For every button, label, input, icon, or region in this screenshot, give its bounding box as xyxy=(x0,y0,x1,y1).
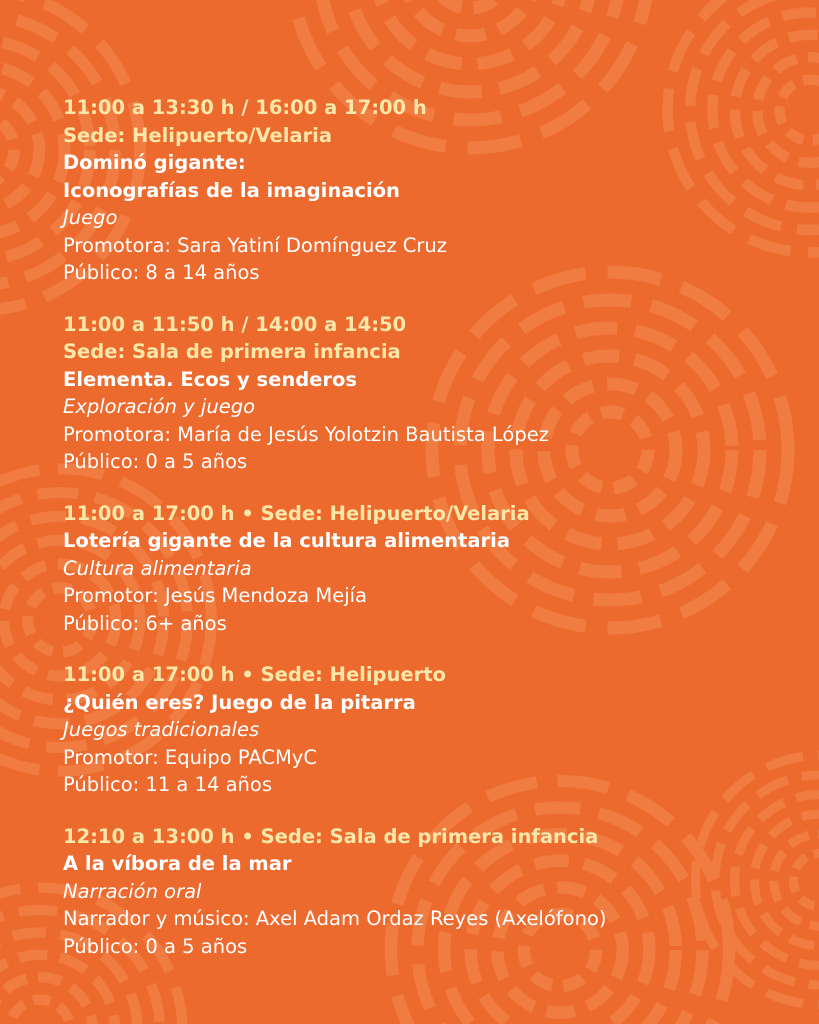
event-promoter: Promotora: Sara Yatiní Domínguez Cruz xyxy=(63,233,447,257)
event-audience: Público: 0 a 5 años xyxy=(63,450,248,473)
event-category: Exploración y juego xyxy=(63,395,256,418)
event-time-venue: 11:00 a 17:00 h • Sede: Helipuerto xyxy=(63,663,446,686)
event-time: 11:00 a 13:30 h / 16:00 a 17:00 h xyxy=(63,96,427,119)
event-item xyxy=(63,94,803,287)
event-venue: Sede: Sala de primera infancia xyxy=(63,340,401,363)
event-audience: Público: 6+ años xyxy=(63,611,227,635)
event-category: Cultura alimentaria xyxy=(63,556,252,580)
event-title: Lotería gigante de la cultura alimentaria xyxy=(63,529,510,552)
event-promoter: Promotora: María de Jesús Yolotzin Bautista López xyxy=(63,422,549,446)
event-item xyxy=(63,823,803,961)
event-promoter: Promotor: Equipo PACMyC xyxy=(63,745,317,769)
event-item xyxy=(63,661,803,799)
event-narrator: Narrador y músico: Axel Adam Ordaz Reyes (Axelófono) xyxy=(63,907,607,930)
event-title: A la víbora de la mar xyxy=(63,852,292,875)
event-audience: Público: 11 a 14 años xyxy=(63,773,272,796)
event-time-venue: 11:00 a 17:00 h • Sede: Helipuerto/Velaria xyxy=(63,501,530,525)
event-title: Elementa. Ecos y senderos xyxy=(63,367,358,391)
event-subtitle: Iconografías de la imaginación xyxy=(63,178,400,202)
event-title: Dominó gigante: xyxy=(63,151,246,174)
event-category: Narración oral xyxy=(63,879,202,903)
event-promoter: Promotor: Jesús Mendoza Mejía xyxy=(63,584,367,607)
event-venue: Sede: Helipuerto/Velaria xyxy=(63,123,333,147)
event-category: Juego xyxy=(63,206,118,229)
event-item xyxy=(63,500,803,638)
event-title: ¿Quién eres? Juego de la pitarra xyxy=(63,690,416,714)
event-audience: Público: 0 a 5 años xyxy=(63,934,248,958)
event-time: 11:00 a 11:50 h / 14:00 a 14:50 xyxy=(63,312,407,336)
event-audience: Público: 8 a 14 años xyxy=(63,261,260,284)
event-item xyxy=(63,311,803,476)
event-time-venue: 12:10 a 13:00 h • Sede: Sala de primera infancia xyxy=(63,824,599,848)
event-category: Juegos tradicionales xyxy=(63,718,260,741)
events-list xyxy=(63,94,803,984)
